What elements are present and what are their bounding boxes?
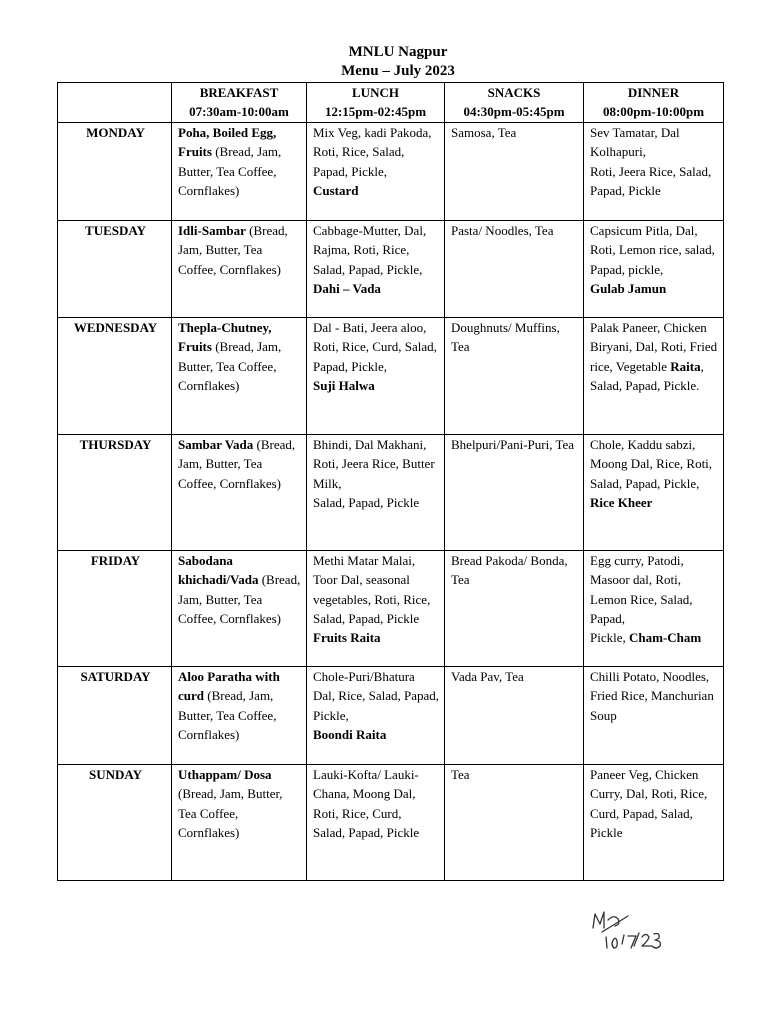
lunch-line: Lauki-Kofta/ Lauki-Chana, Moong Dal, Roti, Rice, Curd,: [313, 766, 419, 821]
breakfast-highlight: Uthappam/ Dosa: [178, 766, 272, 782]
column-header-breakfast: [172, 83, 307, 123]
snacks-cell: Tea: [445, 764, 584, 880]
dinner-cell: [584, 317, 724, 434]
lunch-items: Mix Veg, kadi Pakoda, Roti, Rice, Salad, Papad, Pickle,: [313, 124, 432, 179]
page-title: MNLU Nagpur: [348, 44, 448, 60]
lunch-cell: [307, 550, 445, 666]
dinner-dessert: Gulab Jamun: [590, 281, 667, 297]
dinner-line: Chole, Kaddu sabzi, Moong Dal, Rice, Roti, Salad, Papad, Pickle,: [590, 436, 713, 491]
dinner-line: Roti, Jeera Rice, Salad, Papad, Pickle: [590, 163, 712, 199]
column-time: 07:30am-10:00am: [189, 104, 289, 120]
lunch-dessert: Custard: [313, 183, 359, 199]
dinner-items: , Salad, Papad, Pickle.: [590, 358, 704, 394]
column-name: DINNER: [627, 85, 680, 100]
dinner-cell: [584, 220, 724, 317]
table-row: [58, 550, 724, 666]
dinner-cell: [584, 764, 724, 880]
dinner-line: Sev Tamatar, Dal Kolhapuri,: [590, 124, 680, 160]
day-cell: SATURDAY: [58, 666, 172, 764]
breakfast-items: (Bread, Jam, Butter, Tea Coffee, Cornflakes): [178, 786, 283, 841]
lunch-cell: [307, 317, 445, 434]
breakfast-highlight: Sabodana khichadi/Vada: [178, 552, 259, 588]
dinner-line: Capsicum Pitla, Dal, Roti, Lemon rice, salad, Papad, pickle,: [590, 222, 715, 277]
menu-table: [57, 82, 724, 881]
column-time: 04:30pm-05:45pm: [463, 104, 565, 120]
column-name: BREAKFAST: [199, 85, 279, 100]
page-subtitle: Menu – July 2023: [341, 63, 455, 79]
lunch-dessert: Fruits Raita: [313, 630, 381, 646]
corner-cell: [58, 83, 172, 123]
table-row: [58, 764, 724, 880]
column-name: SNACKS: [487, 85, 541, 100]
dinner-cell: [584, 666, 724, 764]
lunch-line: Salad, Papad, Pickle: [313, 825, 420, 841]
lunch-items: Methi Matar Malai, Toor Dal, seasonal vegetables, Roti, Rice, Salad, Papad, Pickle: [313, 552, 431, 627]
table-row: [58, 220, 724, 317]
dinner-cell: [584, 122, 724, 220]
signature-image: [588, 906, 668, 956]
day-cell: THURSDAY: [58, 434, 172, 550]
lunch-cell: [307, 764, 445, 880]
lunch-cell: [307, 220, 445, 317]
dinner-line: Chilli Potato, Noodles, Fried Rice, Manchurian Soup: [590, 668, 714, 723]
column-name: LUNCH: [352, 85, 399, 100]
lunch-cell: [307, 122, 445, 220]
lunch-line: Salad, Papad, Pickle: [313, 495, 420, 511]
day-cell: TUESDAY: [58, 220, 172, 317]
dinner-items: Palak Paneer, Chicken Biryani, Dal, Roti, Fried rice, Vegetable: [590, 319, 718, 374]
table-row: [58, 666, 724, 764]
lunch-cell: [307, 434, 445, 550]
dinner-cell: [584, 434, 724, 550]
day-cell: MONDAY: [58, 122, 172, 220]
snacks-cell: Doughnuts/ Muffins, Tea: [445, 317, 584, 434]
breakfast-cell: [172, 550, 307, 666]
snacks-cell: Bread Pakoda/ Bonda, Tea: [445, 550, 584, 666]
snacks-cell: Vada Pav, Tea: [445, 666, 584, 764]
breakfast-cell: [172, 122, 307, 220]
dinner-dessert: Cham-Cham: [629, 630, 702, 646]
breakfast-cell: [172, 764, 307, 880]
day-cell: SUNDAY: [58, 764, 172, 880]
breakfast-items: (Bread, Jam, Butter, Tea Coffee, Cornflakes): [178, 688, 277, 743]
breakfast-cell: [172, 666, 307, 764]
breakfast-items: (Bread, Jam, Butter, Tea Coffee, Cornflakes): [178, 144, 282, 199]
breakfast-cell: [172, 220, 307, 317]
breakfast-highlight: Sambar Vada: [178, 436, 254, 452]
column-header-dinner: [584, 83, 724, 123]
dinner-dessert: Rice Kheer: [590, 495, 653, 511]
lunch-dessert: Boondi Raita: [313, 727, 387, 743]
column-time: 08:00pm-10:00pm: [602, 104, 705, 120]
lunch-cell: [307, 666, 445, 764]
dinner-line: Paneer Veg, Chicken Curry, Dal, Roti, Rice, Curd, Papad, Salad, Pickle: [590, 766, 708, 841]
breakfast-highlight: Aloo Paratha with curd: [178, 668, 280, 704]
breakfast-highlight: Poha, Boiled Egg, Fruits: [178, 124, 277, 160]
header-row: [58, 83, 724, 123]
table-row: [58, 122, 724, 220]
breakfast-items: (Bread, Jam, Butter, Tea Coffee, Cornflakes): [178, 436, 296, 491]
snacks-cell: Pasta/ Noodles, Tea: [445, 220, 584, 317]
day-cell: FRIDAY: [58, 550, 172, 666]
breakfast-items: (Bread, Jam, Butter, Tea Coffee, Cornflakes): [178, 572, 301, 627]
lunch-dessert: Dahi – Vada: [313, 281, 381, 297]
column-header-snacks: [445, 83, 584, 123]
table-row: [58, 434, 724, 550]
column-header-lunch: [307, 83, 445, 123]
column-time: 12:15pm-02:45pm: [324, 104, 427, 120]
dinner-cell: [584, 550, 724, 666]
dinner-items: Pickle,: [590, 630, 629, 646]
breakfast-items: (Bread, Jam, Butter, Tea Coffee, Cornflakes): [178, 339, 282, 394]
lunch-items: Dal - Bati, Jeera aloo, Roti, Rice, Curd, Salad, Papad, Pickle,: [313, 319, 437, 374]
lunch-items: Chole-Puri/Bhatura Dal, Rice, Salad, Papad, Pickle,: [313, 668, 439, 723]
breakfast-highlight: Thepla-Chutney, Fruits: [178, 319, 272, 355]
snacks-cell: Samosa, Tea: [445, 122, 584, 220]
lunch-items: Cabbage-Mutter, Dal, Rajma, Roti, Rice, Salad, Papad, Pickle,: [313, 222, 427, 277]
breakfast-cell: [172, 434, 307, 550]
breakfast-items: (Bread, Jam, Butter, Tea Coffee, Cornflakes): [178, 222, 288, 277]
dinner-line: Egg curry, Patodi, Masoor dal, Roti, Lemon Rice, Salad, Papad,: [590, 552, 693, 627]
breakfast-cell: [172, 317, 307, 434]
table-row: [58, 317, 724, 434]
dinner-highlight: Raita: [670, 358, 701, 374]
day-cell: WEDNESDAY: [58, 317, 172, 434]
lunch-line: Bhindi, Dal Makhani, Roti, Jeera Rice, Butter Milk,: [313, 436, 435, 491]
snacks-cell: Bhelpuri/Pani-Puri, Tea: [445, 434, 584, 550]
lunch-dessert: Suji Halwa: [313, 378, 375, 394]
breakfast-highlight: Idli-Sambar: [178, 222, 246, 238]
